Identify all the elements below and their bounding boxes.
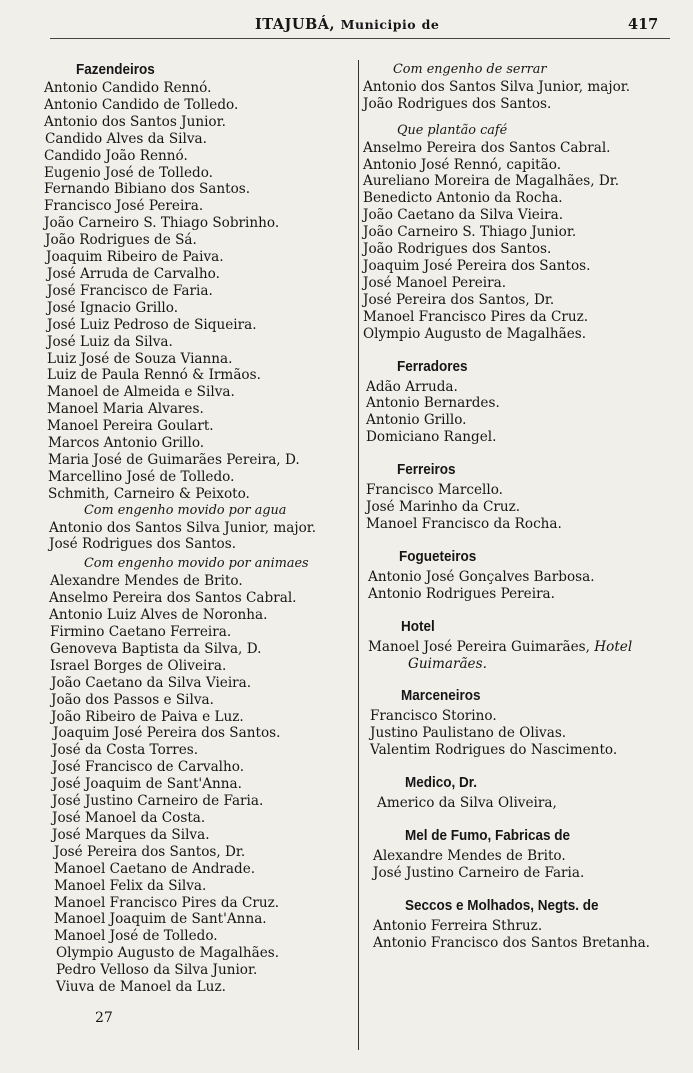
running-header bbox=[0, 14, 693, 38]
list-entry: Antonio dos Santos Silva Junior, major. bbox=[363, 78, 631, 95]
list-entry: Luiz José de Souza Vianna. bbox=[47, 350, 233, 367]
list-entry: João Ribeiro de Paiva e Luz. bbox=[51, 708, 244, 725]
header-title bbox=[255, 16, 439, 33]
list-entry: Eugenio José de Tolledo. bbox=[44, 164, 213, 181]
section-heading-seccos: Seccos e Molhados, Negts. de bbox=[405, 896, 599, 914]
list-entry: Antonio José Rennó, capitão. bbox=[363, 156, 562, 173]
list-entry: Francisco José Pereira. bbox=[44, 198, 204, 215]
folio-number: 27 bbox=[95, 1010, 113, 1026]
list-entry: José Manoel Pereira. bbox=[363, 274, 507, 291]
list-entry: José Marques da Silva. bbox=[52, 826, 210, 843]
list-entry: Olympio Augusto de Magalhães. bbox=[363, 325, 587, 342]
engenho-serrar-list bbox=[363, 79, 685, 113]
subheading-plantao-cafe: Que plantão café bbox=[397, 122, 508, 138]
list-entry: João Carneiro S. Thiago Junior. bbox=[363, 224, 577, 241]
list-entry: José Francisco de Carvalho. bbox=[52, 759, 245, 776]
list-entry: José Pereira dos Santos, Dr. bbox=[363, 291, 555, 308]
list-entry: Pedro Velloso da Silva Junior. bbox=[56, 962, 258, 979]
medico-list bbox=[363, 795, 685, 812]
section-heading-ferreiros: Ferreiros bbox=[397, 461, 456, 479]
list-entry: Antonio dos Santos Junior. bbox=[44, 113, 226, 130]
list-entry: João Caetano da Silva Vieira. bbox=[51, 674, 252, 691]
list-entry: Manoel Francisco da Rocha. bbox=[366, 515, 562, 532]
list-entry: Viuva de Manoel da Luz. bbox=[56, 979, 226, 996]
list-entry: Firmino Caetano Ferreira. bbox=[50, 624, 232, 640]
list-entry: Fernando Bibiano dos Santos. bbox=[44, 181, 251, 198]
list-entry: José Justino Carneiro de Faria. bbox=[52, 793, 264, 810]
list-entry: Benedicto Antonio da Rocha. bbox=[363, 190, 563, 207]
list-entry: Marcellino José de Tolledo. bbox=[48, 468, 235, 485]
engenho-animaes-list bbox=[44, 573, 359, 996]
list-entry: João Caetano da Silva Vieira. bbox=[363, 207, 564, 224]
list-entry: João Carneiro S. Thiago Sobrinho. bbox=[44, 215, 280, 232]
marceneiros-list bbox=[363, 708, 685, 759]
hotel-entry-name: Manoel José Pereira Guimarães, bbox=[368, 638, 590, 655]
list-entry: Francisco Storino. bbox=[370, 708, 497, 725]
list-entry: Manoel Joaquim de Sant'Anna. bbox=[54, 911, 267, 928]
subheading-engenho-serrar: Com engenho de serrar bbox=[393, 62, 547, 77]
ferreiros-list bbox=[363, 482, 685, 533]
list-entry: José Arruda de Carvalho. bbox=[47, 265, 220, 282]
list-entry: Alexandre Mendes de Brito. bbox=[373, 848, 566, 865]
list-entry: Joaquim Ribeiro de Paiva. bbox=[46, 249, 224, 266]
list-entry: Joaquim José Pereira dos Santos. bbox=[363, 257, 591, 274]
list-entry: Manoel Felix da Silva. bbox=[54, 877, 207, 894]
list-entry: José Marinho da Cruz. bbox=[366, 499, 521, 516]
list-entry: Adão Arruda. bbox=[366, 378, 458, 395]
list-entry: Marcos Antonio Grillo. bbox=[48, 435, 205, 452]
list-entry: Antonio Grillo. bbox=[366, 412, 467, 429]
list-entry: Antonio dos Santos Silva Junior, major. bbox=[49, 519, 317, 536]
list-entry: Justino Paulistano de Olivas. bbox=[370, 725, 567, 742]
list-entry: Manoel de Almeida e Silva. bbox=[47, 384, 235, 401]
subheading-engenho-agua: Com engenho movido por agua bbox=[84, 502, 287, 518]
list-entry: Antonio José Gonçalves Barbosa. bbox=[368, 568, 595, 585]
subheading-engenho-animaes: Com engenho movido por animaes bbox=[84, 556, 309, 572]
list-entry: Antonio Luiz Alves de Noronha. bbox=[49, 607, 268, 624]
list-entry: Anselmo Pereira dos Santos Cabral. bbox=[363, 139, 611, 156]
right-column bbox=[363, 62, 685, 952]
list-entry: Manoel Pereira Goulart. bbox=[47, 418, 214, 435]
list-entry: João Rodrigues dos Santos. bbox=[363, 241, 552, 258]
list-entry: José Joaquim de Sant'Anna. bbox=[52, 776, 242, 793]
section-heading-fazendeiros: Fazendeiros bbox=[76, 61, 155, 78]
list-entry: Olympio Augusto de Magalhães. bbox=[56, 945, 280, 962]
section-heading-hotel: Hotel bbox=[401, 617, 435, 635]
list-entry: Manoel Francisco Pires da Cruz. bbox=[54, 894, 280, 911]
list-entry: Alexandre Mendes de Brito. bbox=[50, 573, 243, 590]
fazendeiros-list bbox=[44, 80, 359, 503]
section-heading-marceneiros: Marceneiros bbox=[401, 687, 481, 705]
list-entry: Francisco Marcello. bbox=[366, 482, 503, 499]
list-entry: Antonio Ferreira Sthruz. bbox=[373, 917, 543, 934]
section-heading-mel-fumo: Mel de Fumo, Fabricas de bbox=[405, 827, 571, 845]
list-entry: Antonio Candido Rennó. bbox=[44, 80, 212, 96]
hotel-entry bbox=[368, 639, 685, 656]
list-entry: Israel Borges de Oliveira. bbox=[50, 657, 227, 674]
list-entry: Aureliano Moreira de Magalhães, Dr. bbox=[363, 173, 620, 190]
list-entry: Anselmo Pereira dos Santos Cabral. bbox=[49, 590, 297, 607]
list-entry: Antonio Francisco dos Santos Bretanha. bbox=[373, 934, 651, 951]
list-entry: Manoel Caetano de Andrade. bbox=[54, 860, 256, 877]
page-number: 417 bbox=[628, 16, 659, 33]
fogueteiros-list bbox=[363, 569, 685, 603]
list-entry: José Justino Carneiro de Faria. bbox=[373, 865, 585, 881]
list-entry: José Luiz da Silva. bbox=[47, 333, 173, 350]
list-entry: José Rodrigues dos Santos. bbox=[49, 536, 237, 553]
list-entry: José Manoel da Costa. bbox=[52, 809, 206, 826]
hotel-entry-italic: Hotel bbox=[594, 638, 633, 655]
left-column bbox=[44, 62, 359, 996]
header-rule bbox=[50, 38, 670, 39]
list-entry: Candido Alves da Silva. bbox=[45, 130, 207, 147]
list-entry: Antonio Rodrigues Pereira. bbox=[368, 585, 555, 602]
header-municipio: Municipio bbox=[340, 17, 417, 32]
list-entry: Domiciano Rangel. bbox=[366, 429, 497, 446]
list-entry: Valentim Rodrigues do Nascimento. bbox=[370, 742, 618, 759]
list-entry: José Francisco de Faria. bbox=[47, 282, 213, 299]
list-entry: Maria José de Guimarães Pereira, D. bbox=[48, 451, 300, 468]
list-entry: José Pereira dos Santos, Dr. bbox=[54, 843, 246, 860]
mel-fumo-list bbox=[363, 848, 685, 882]
section-heading-ferradores: Ferradores bbox=[397, 357, 468, 375]
list-entry: Genoveva Baptista da Silva, D. bbox=[50, 640, 262, 657]
list-entry: Joaquim José Pereira dos Santos. bbox=[53, 725, 281, 742]
list-entry: Candido João Rennó. bbox=[44, 147, 188, 164]
ferradores-list bbox=[363, 379, 685, 447]
hotel-entry-continuation: Guimarães. bbox=[408, 655, 487, 672]
list-entry: Manoel Francisco Pires da Cruz. bbox=[363, 308, 589, 325]
section-heading-medico: Medico, Dr. bbox=[405, 774, 478, 792]
header-city: ITAJUBÁ, bbox=[255, 16, 336, 33]
list-entry: Manoel Maria Alvares. bbox=[47, 401, 204, 418]
list-entry: Luiz de Paula Rennó & Irmãos. bbox=[47, 367, 261, 384]
section-heading-fogueteiros: Fogueteiros bbox=[399, 547, 477, 565]
list-entry: João Rodrigues dos Santos. bbox=[363, 95, 552, 112]
engenho-agua-list bbox=[44, 520, 359, 554]
list-entry: Americo da Silva Oliveira, bbox=[377, 795, 557, 812]
list-entry: Antonio Candido de Tolledo. bbox=[44, 96, 239, 113]
list-entry: Manoel José de Tolledo. bbox=[54, 928, 218, 945]
list-entry: José Ignacio Grillo. bbox=[47, 299, 179, 316]
list-entry: João dos Passos e Silva. bbox=[51, 691, 214, 708]
list-entry: Schmith, Carneiro & Peixoto. bbox=[48, 485, 250, 502]
list-entry: João Rodrigues de Sá. bbox=[45, 232, 197, 249]
list-entry: Antonio Bernardes. bbox=[366, 395, 500, 412]
list-entry: José Luiz Pedroso de Siqueira. bbox=[47, 316, 257, 333]
plantao-cafe-list bbox=[363, 140, 685, 343]
seccos-list bbox=[363, 918, 685, 952]
header-de: de bbox=[421, 17, 440, 32]
hotel-list bbox=[363, 639, 685, 673]
list-entry: José da Costa Torres. bbox=[52, 742, 199, 759]
